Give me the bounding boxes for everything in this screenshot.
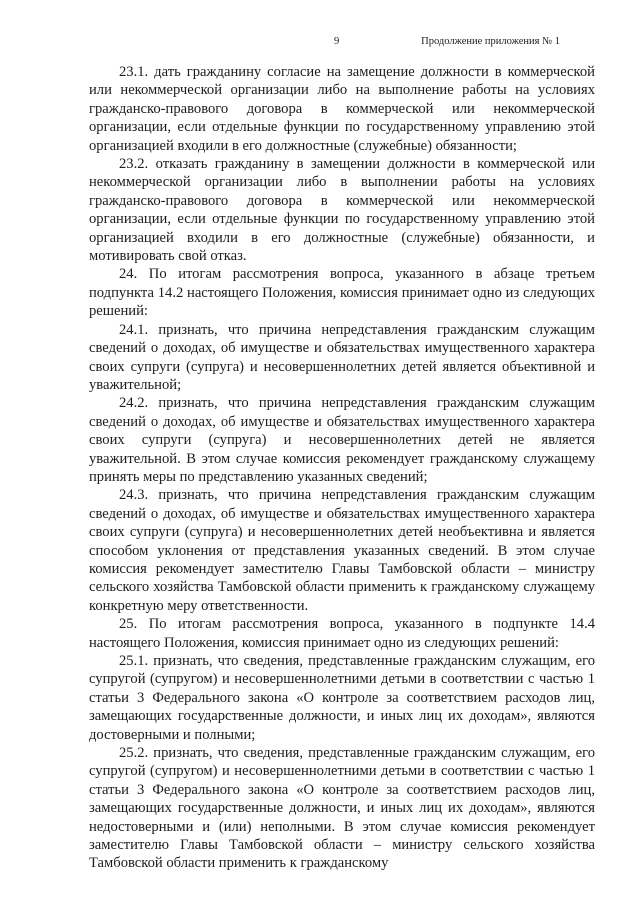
paragraph-24: 24. По итогам рассмотрения вопроса, указанного в абзаце третьем подпункта 14.2 настоящего Положения, комиссия принимает одно из следующих решений: xyxy=(89,266,595,320)
paragraph-24-3: 24.3. признать, что причина непредставления гражданским служащим сведений о доходах, об имуществе и обязательствах имущественного характера своих супруги (супруга) и несовершеннолетних детей необъективна и является способом уклонения от представления указанных сведений. В этом случае комиссия рекомендует заместителю Главы Тамбовской области – министру сельского хозяйства Тамбовской области применить к гражданскому служащему конкретную меру ответственности. xyxy=(89,487,595,614)
paragraph-24-1: 24.1. признать, что причина непредставления гражданским служащим сведений о доходах, об имуществе и обязательствах имущественного характера своих супруги (супруга) и несовершеннолетних детей является объективной и уважительной; xyxy=(89,321,595,393)
paragraph-25-2: 25.2. признать, что сведения, представленные гражданским служащим, его супругой (супругом) и несовершеннолетними детьми в соответствии с частью 1 статьи 3 Федерального закона «О контроле за соответствием расходов лиц, замещающих государственные должности, и иных лиц их доходам», являются недостоверными и (или) неполными. В этом случае комиссия рекомендует заместителю Главы Тамбовской области – министру сельского хозяйства Тамбовской области применить к гражданскому xyxy=(89,745,595,872)
page-number: 9 xyxy=(334,36,340,47)
page-header xyxy=(0,36,640,52)
body-text xyxy=(89,63,595,873)
paragraph-23-1: 23.1. дать гражданину согласие на замещение должности в коммерческой или некоммерческой организации либо на выполнение работы на условиях гражданско-правового договора в коммерческой или некоммерческой организации, если отдельные функции по государственному управлению этой организацией входили в его должностные (служебные) обязанности; xyxy=(89,64,595,154)
paragraph-23-2: 23.2. отказать гражданину в замещении должности в коммерческой или некоммерческой организации либо в выполнении работы на условиях гражданско-правового договора в коммерческой или некоммерческой организации, если отдельные функции по государственному управлению этой организацией входили в его должностные (служебные) обязанности, и мотивировать свой отказ. xyxy=(89,156,595,265)
paragraph-25-1: 25.1. признать, что сведения, представленные гражданским служащим, его супругой (супругом) и несовершеннолетними детьми в соответствии с частью 1 статьи 3 Федерального закона «О контроле за соответствием расходов лиц, замещающих государственные должности, и иных лиц их доходам», являются достоверными и полными; xyxy=(89,653,595,743)
paragraph-24-2: 24.2. признать, что причина непредставления гражданским служащим сведений о доходах, об имуществе и обязательствах имущественного характера своих супруги (супруга) и несовершеннолетних детей не является уважительной. В этом случае комиссия рекомендует гражданскому служащему принять меры по представлению указанных сведений; xyxy=(89,395,595,485)
appendix-continuation-note: Продолжение приложения № 1 xyxy=(421,36,560,47)
paragraph-25: 25. По итогам рассмотрения вопроса, указанного в подпункте 14.4 настоящего Положения, комиссия принимает одно из следующих решений: xyxy=(89,616,595,651)
